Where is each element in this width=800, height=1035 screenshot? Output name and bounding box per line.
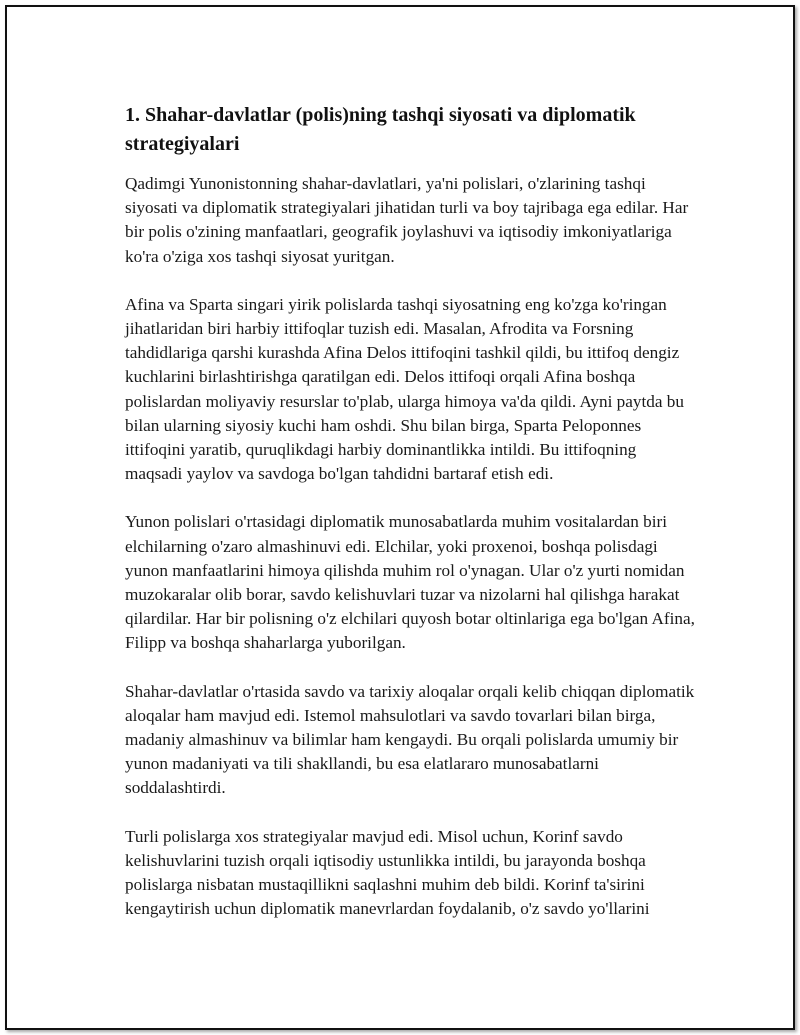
paragraph: Yunon polislari o'rtasidagi diplomatik munosabatlarda muhim vositalardan biri elchilarning o'zaro almashinuvi edi. Elchilar, yoki proxenoi, boshqa polisdagi yunon manfaatlarini himoya qilishda muhim rol o'ynagan. Ular o'z yurti nomidan muzokaralar olib borar, savdo kelishuvlari tuzar va nizolarni hal qilishga harakat qilardilar. Har bir polisning o'z elchilari quyosh botar oltinlariga ega bo'lgan Afina, Filipp va boshqa shaharlarga yuborilgan. (125, 512, 695, 653)
paragraph: Afina va Sparta singari yirik polislarda tashqi siyosatning eng ko'zga ko'ringan jihatlaridan biri harbiy ittifoqlar tuzish edi. Masalan, Afrodita va Forsning tahdidlariga qarshi kurashda Afina Delos ittifoqini tashkil qildi, bu ittifoq dengiz kuchlarini birlashtirishga qaratilgan edi. Delos ittifoqi orqali Afina boshqa polislardan moliyaviy resurslar to'plab, ularga himoya va'da qildi. Ayni paytda bu bilan ularning siyosiy kuchi ham oshdi. Shu bilan birga, Sparta Peloponnes ittifoqini yaratib, quruqlikdagi harbiy dominantlikka intildi. Bu ittifoqning maqsadi yaylov va savdoga bo'lgan tahdidni bartaraf etish edi. (125, 294, 684, 484)
paragraph: Turli polislarga xos strategiyalar mavjud edi. Misol uchun, Korinf savdo kelishuvlarini tuzish orqali iqtisodiy ustunlikka intildi, bu jarayonda boshqa polislarga nisbatan mustaqillikni saqlashni muhim deb bildi. Korinf ta'sirini kengaytirish uchun diplomatik manevrlardan foydalanib, o'z savdo yo'llarini (125, 826, 650, 919)
paragraph: Qadimgi Yunonistonning shahar-davlatlari, ya'ni polislari, o'zlarining tashqi siyosati va diplomatik strategiyalari jihatidan turli va boy tajribaga ega edilar. Har bir polis o'zining manfaatlari, geografik joylashuvi va iqtisodiy imkoniyatlariga ko'ra o'ziga xos tashqi siyosat yuritgan. (125, 174, 689, 266)
section-heading: 1. Shahar-davlatlar (polis)ning tashqi siyosati va diplomatik strategiyalari (125, 104, 636, 155)
paragraph: Shahar-davlatlar o'rtasida savdo va tarixiy aloqalar orqali kelib chiqqan diplomatik aloqalar ham mavjud edi. Istemol mahsulotlari va savdo tovarlari bilan birga, madaniy almashinuv va bilimlar ham kengaydi. Bu orqali polislarda umumiy bir yunon madaniyati va tili shakllandi, bu esa elatlararo munosabatlarni soddalashtirdi. (125, 681, 695, 798)
document-page (5, 5, 795, 1030)
document-body (125, 101, 697, 945)
